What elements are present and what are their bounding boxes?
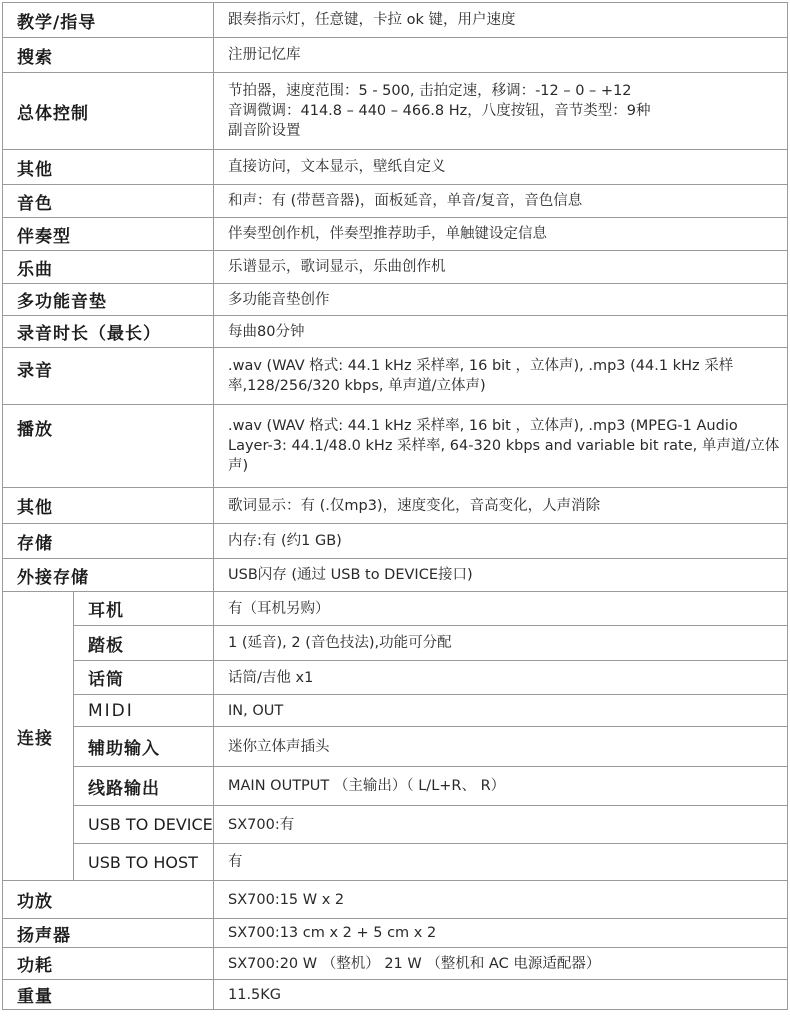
- table-row: [3, 626, 788, 661]
- table-row: [3, 150, 788, 185]
- row-value: 迷你立体声插头: [214, 727, 788, 767]
- value-line: 节拍器，速度范围：5 - 500, 击拍定速，移调：-12 – 0 – +12: [228, 83, 632, 99]
- table-row: [3, 592, 788, 626]
- table-row: [3, 488, 788, 524]
- value-line: 副音阶设置: [228, 123, 301, 139]
- table-row: [3, 559, 788, 592]
- row-value: USB闪存 (通过 USB to DEVICE接口): [214, 559, 788, 592]
- table-row: [3, 767, 788, 806]
- table-row: [3, 661, 788, 695]
- row-value: 话筒/吉他 x1: [214, 661, 788, 695]
- sub-label: 辅助输入: [74, 727, 214, 767]
- table-row: [3, 185, 788, 218]
- row-value: 伴奏型创作机，伴奏型推荐助手，单触键设定信息: [214, 218, 788, 251]
- sub-label: USB TO HOST: [74, 844, 214, 881]
- table-row: [3, 844, 788, 881]
- table-row: [3, 316, 788, 348]
- row-value: 跟奏指示灯，任意键，卡拉 ok 键，用户速度: [214, 3, 788, 38]
- row-label: 扬声器: [3, 919, 214, 948]
- sub-label: 踏板: [74, 626, 214, 661]
- table-row: [3, 251, 788, 284]
- table-row: [3, 73, 788, 150]
- table-row: [3, 348, 788, 405]
- row-label: 重量: [3, 980, 214, 1010]
- row-value: SX700:20 W （整机） 21 W （整机和 AC 电源适配器）: [214, 948, 788, 980]
- row-value: 有（耳机另购）: [214, 592, 788, 626]
- row-label: 音色: [3, 185, 214, 218]
- table-row: [3, 524, 788, 559]
- value-line: 音调微调：414.8 – 440 – 466.8 Hz，八度按钮，音节类型：9种: [228, 103, 651, 119]
- sub-label: USB TO DEVICE: [74, 806, 214, 844]
- row-value: 1 (延音), 2 (音色技法),功能可分配: [214, 626, 788, 661]
- table-row: [3, 218, 788, 251]
- row-label: 播放: [3, 405, 214, 488]
- row-value: IN, OUT: [214, 695, 788, 727]
- row-label: 伴奏型: [3, 218, 214, 251]
- row-label: 教学/指导: [3, 3, 214, 38]
- row-label: 存储: [3, 524, 214, 559]
- row-value: 11.5KG: [214, 980, 788, 1010]
- row-label: 搜索: [3, 38, 214, 73]
- row-label: 录音时长（最长）: [3, 316, 214, 348]
- table-row: [3, 806, 788, 844]
- row-value: 乐谱显示，歌词显示，乐曲创作机: [214, 251, 788, 284]
- row-value: SX700:15 W x 2: [214, 881, 788, 919]
- row-value: 歌词显示：有 (.仅mp3)，速度变化，音高变化，人声消除: [214, 488, 788, 524]
- row-label: 其他: [3, 150, 214, 185]
- row-value: SX700:有: [214, 806, 788, 844]
- row-value: 每曲80分钟: [214, 316, 788, 348]
- table-row: [3, 405, 788, 488]
- row-value: SX700:13 cm x 2 + 5 cm x 2: [214, 919, 788, 948]
- table-row: [3, 727, 788, 767]
- sub-label: MIDI: [74, 695, 214, 727]
- table-row: [3, 948, 788, 980]
- row-value: 有: [214, 844, 788, 881]
- row-label: 多功能音垫: [3, 284, 214, 316]
- row-value: 和声：有 (带琶音器)，面板延音，单音/复音，音色信息: [214, 185, 788, 218]
- sub-label: 线路输出: [74, 767, 214, 806]
- table-row: [3, 38, 788, 73]
- table-row: [3, 284, 788, 316]
- row-label: 总体控制: [3, 73, 214, 150]
- row-value: 注册记忆库: [214, 38, 788, 73]
- sub-label: 耳机: [74, 592, 214, 626]
- row-label: 乐曲: [3, 251, 214, 284]
- row-value: .wav (WAV 格式: 44.1 kHz 采样率, 16 bit ，立体声), .mp3 (44.1 kHz 采样率,128/256/320 kbps, 单声道/立体声): [214, 348, 788, 405]
- table-row: [3, 3, 788, 38]
- row-label: 功耗: [3, 948, 214, 980]
- row-value: 内存:有 (约1 GB): [214, 524, 788, 559]
- row-value: .wav (WAV 格式: 44.1 kHz 采样率, 16 bit ，立体声), .mp3 (MPEG-1 Audio Layer-3: 44.1/48.0 kHz 采样率, 64-320 kbps and variable bit rate, 单声道/立体声): [214, 405, 788, 488]
- row-value: 多功能音垫创作: [214, 284, 788, 316]
- sub-label: 话筒: [74, 661, 214, 695]
- table-row: [3, 919, 788, 948]
- row-label: 其他: [3, 488, 214, 524]
- table-row: [3, 881, 788, 919]
- table-row: [3, 695, 788, 727]
- spec-table: [2, 2, 788, 1010]
- row-label: 外接存储: [3, 559, 214, 592]
- row-value: [214, 73, 788, 150]
- row-value: 直接访问，文本显示，壁纸自定义: [214, 150, 788, 185]
- group-label-connections: 连接: [3, 592, 74, 881]
- row-value: MAIN OUTPUT （主输出）（ L/L+R、 R）: [214, 767, 788, 806]
- row-label: 功放: [3, 881, 214, 919]
- row-label: 录音: [3, 348, 214, 405]
- table-row: [3, 980, 788, 1010]
